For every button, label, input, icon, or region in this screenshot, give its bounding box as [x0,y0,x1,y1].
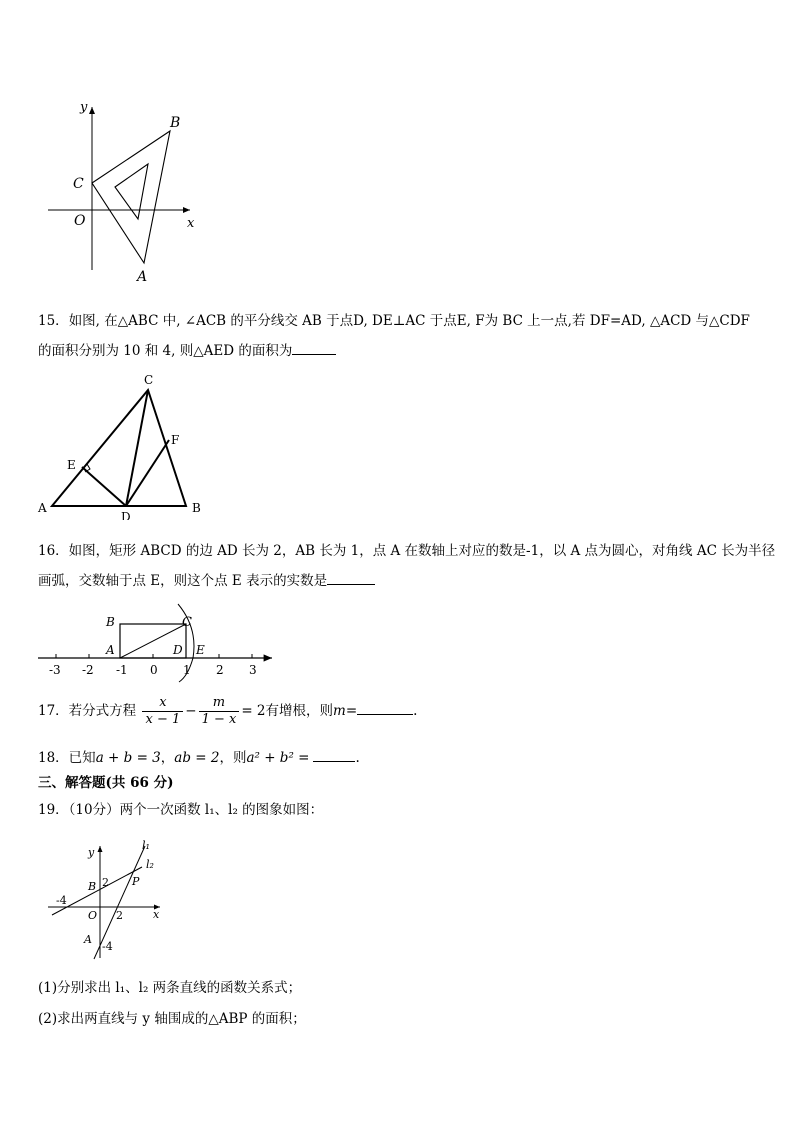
q17-suffix: 有增根，则 [265,703,334,719]
q18-line [38,749,360,767]
figure-number-line [36,594,286,684]
label-neg4-x: -4 [56,894,67,907]
label-y: y [80,100,88,115]
q19-line: 19．（10分）两个一次函数 l₁、l₂ 的图象如图： [38,802,324,818]
label-x: x [153,908,160,921]
q18-prefix: 18．已知 [38,750,96,766]
segment-de [82,467,126,506]
q18-expr3: a² + b² = [246,750,310,766]
q16-text1: 16．如图，矩形 ABCD 的边 AD 长为 2，AB 长为 1，点 A 在数轴上对应的数是-1，以 A 点为圆心，对角线 AC 长为半径 [38,543,776,559]
section-heading: 三、解答题(共 66 分) [38,775,174,791]
label-O: O [88,909,98,922]
q17-frac1-denominator: x − 1 [145,712,181,727]
q17-prefix: 17．若分式方程 [38,703,137,719]
q15-answer-blank[interactable] [292,342,336,355]
q18-mid: ，则 [219,750,247,766]
label-B: B [88,880,97,893]
q17-fraction-2 [199,695,240,728]
label-A: A [106,643,115,657]
q18-expr2: ab = 2 [174,750,220,766]
q17-frac2-numerator: m [199,695,240,712]
tick-label: -3 [49,663,61,677]
label-B: B [192,501,201,515]
q18-answer-blank[interactable] [313,749,355,762]
q17-minus: − [185,703,197,719]
label-2-x: 2 [116,909,123,922]
q17-line [38,693,417,729]
q17-end: . [413,703,418,719]
label-B: B [106,615,115,629]
label-C: C [73,176,84,192]
label-C: C [182,615,192,630]
q15-line2 [38,342,336,360]
label-O: O [74,213,86,229]
q17-var: m [333,703,346,719]
label-B: B [170,115,181,131]
q15-text2: 的面积分别为 10 和 4, 则△AED 的面积为 [38,343,293,359]
line-l2 [52,867,142,915]
label-A: A [84,933,92,946]
figure-triangle-abc [36,370,216,520]
q16-line2 [38,572,375,590]
q18-end: . [355,750,360,766]
tick-label: 2 [216,663,224,677]
label-D: D [121,510,131,520]
inner-triangle [115,164,148,219]
q17-fraction-1 [142,695,183,728]
q16-line1 [38,542,775,560]
q16-answer-blank[interactable] [327,572,375,585]
label-P: P [132,875,140,888]
q18-sep: ， [160,750,175,766]
tick-label: -1 [116,663,128,677]
label-E: E [67,458,76,472]
label-A: A [137,269,148,285]
tick-label: 3 [249,663,257,677]
label-A: A [38,501,47,515]
tick-label: -2 [82,663,94,677]
q16-text2: 画弧，交数轴于点 E，则这个点 E 表示的实数是 [38,573,328,589]
q17-frac1-numerator: x [142,695,183,712]
q15-text1: 如图, 在△ABC 中, ∠ACB 的平分线交 AB 于点D, DE⊥AC 于点E, F为 BC 上一点,若 DF=AD, △ACD 与△CDF [68,313,750,329]
figure-linear-functions [42,838,172,963]
q19-sub1: (1)分别求出 l₁、l₂ 两条直线的函数关系式； [38,980,302,996]
label-l2: l₂ [146,858,154,871]
tick-label: 1 [183,663,191,677]
q17-answer-blank[interactable] [357,702,413,715]
label-2-y: 2 [102,876,109,889]
label-neg4-y: -4 [102,940,113,953]
q15-line1 [38,312,750,330]
label-D: D [173,643,183,657]
outer-triangle [92,131,170,263]
q17-equals-two: = 2 [241,703,266,719]
q17-frac2-denominator: 1 − x [201,712,237,727]
q15-number: 15． [38,313,69,329]
q17-equals: = [345,703,358,719]
q19-sub2: (2)求出两直线与 y 轴围成的△ABP 的面积； [38,1011,306,1027]
label-F: F [171,433,180,447]
label-l1: l₁ [142,839,150,852]
label-C: C [144,373,154,387]
q18-expr1: a + b = 3 [95,750,161,766]
figure-axes-triangles [40,95,210,290]
label-x: x [187,216,195,231]
label-E: E [196,643,205,657]
triangle-abc [52,390,186,506]
tick-label: 0 [150,663,158,677]
label-y: y [88,846,95,859]
